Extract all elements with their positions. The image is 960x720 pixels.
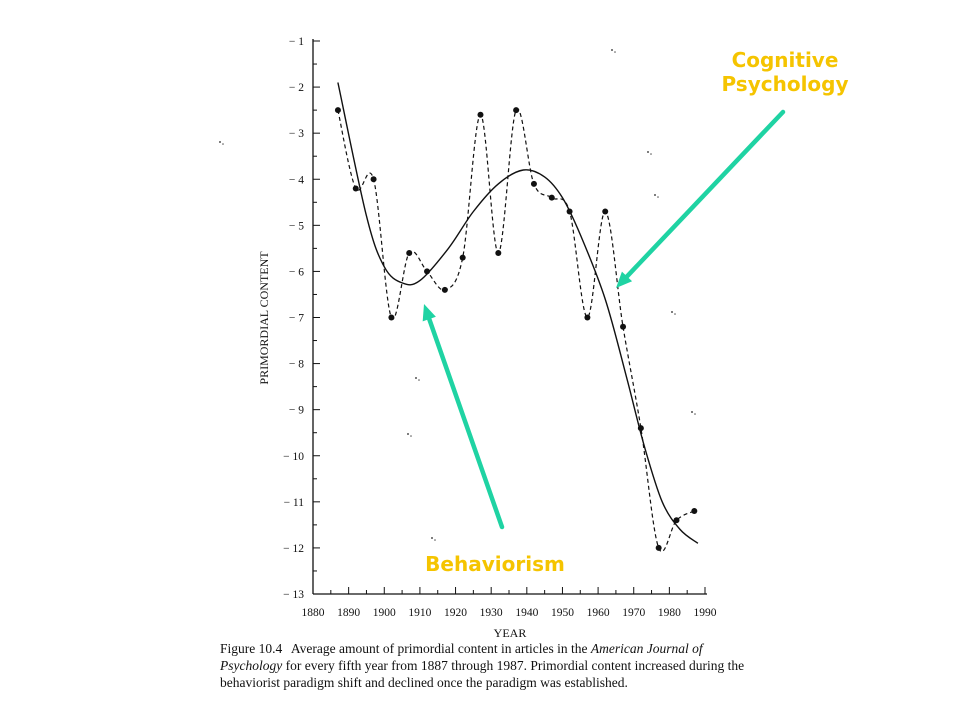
data-point — [406, 250, 412, 256]
x-tick-label: 1940 — [515, 607, 539, 619]
annotation-behaviorism: Behaviorism — [425, 552, 565, 576]
speckle — [650, 153, 652, 155]
data-point — [620, 324, 626, 330]
data-point — [388, 315, 394, 321]
caption-journal: American Journal of Psychology — [220, 641, 703, 673]
caption-text-a: Average amount of primordial content in articles in the — [290, 641, 591, 656]
y-tick-label: − 4 — [288, 174, 304, 187]
x-tick-label: 1980 — [657, 607, 681, 619]
y-tick-label: − 11 — [283, 496, 304, 509]
data-point — [656, 545, 662, 551]
data-point — [371, 176, 377, 182]
x-tick-label: 1930 — [479, 607, 503, 619]
y-tick-label: − 7 — [288, 312, 304, 325]
speckle — [694, 413, 696, 415]
y-tick-label: − 8 — [288, 358, 304, 371]
x-tick-label: 1950 — [550, 607, 574, 619]
y-tick-label: − 12 — [283, 542, 304, 555]
axes — [313, 39, 707, 594]
data-point — [638, 425, 644, 431]
dashed-series-line — [338, 109, 694, 552]
data-point — [567, 209, 573, 215]
y-tick-label: − 5 — [288, 220, 304, 233]
data-point — [531, 181, 537, 187]
speckle — [691, 411, 693, 413]
data-point — [353, 185, 359, 191]
x-tick-label: 1960 — [586, 607, 610, 619]
y-tick-label: − 13 — [283, 589, 304, 601]
data-point — [424, 268, 430, 274]
y-tick-label: − 3 — [288, 128, 304, 141]
x-tick-label: 1920 — [444, 607, 468, 619]
arrow-shaft — [627, 112, 783, 276]
speckle — [674, 313, 676, 315]
data-point — [460, 255, 466, 261]
speckle — [407, 433, 409, 435]
speckle — [671, 311, 673, 313]
speckle — [611, 49, 613, 51]
dashed-series — [335, 107, 697, 552]
arrow-cognitive — [616, 112, 783, 288]
speckle — [418, 379, 420, 381]
data-point — [584, 315, 590, 321]
data-point — [335, 107, 341, 113]
speckle — [219, 141, 221, 143]
figure-caption — [220, 640, 760, 691]
x-tick-label: 1970 — [622, 607, 646, 619]
arrow-head — [423, 304, 436, 321]
x-tick-label: 1990 — [693, 607, 717, 619]
x-tick-label: 1900 — [372, 607, 396, 619]
caption-figure-number: Figure 10.4 — [220, 641, 283, 656]
data-point — [513, 107, 519, 113]
y-tick-label: − 2 — [288, 82, 304, 95]
data-point — [691, 508, 697, 514]
x-tick-label: 1880 — [301, 607, 325, 619]
y-tick-label: − 9 — [288, 404, 304, 417]
speckle — [647, 151, 649, 153]
speckle — [410, 435, 412, 437]
annotation-cognitive-line2: Psychology — [721, 72, 849, 96]
y-axis-label: PRIMORDIAL CONTENT — [257, 251, 271, 385]
x-tick-label: 1910 — [408, 607, 432, 619]
annotation-arrows — [423, 112, 783, 527]
x-tick-label: 1890 — [337, 607, 361, 619]
y-tick-label: − 10 — [283, 450, 304, 463]
fitted-curve-line — [338, 83, 698, 544]
speckle — [415, 377, 417, 379]
arrow-behaviorism — [423, 304, 502, 527]
annotation-cognitive-psychology — [700, 48, 870, 96]
data-point — [477, 112, 483, 118]
scan-speckles — [219, 49, 696, 541]
data-point — [602, 209, 608, 215]
speckle — [222, 143, 224, 145]
y-tick-label: − 6 — [288, 266, 304, 279]
data-point — [673, 517, 679, 523]
arrow-shaft — [429, 319, 502, 527]
speckle — [614, 51, 616, 53]
data-point — [442, 287, 448, 293]
x-axis-label: YEAR — [493, 626, 527, 640]
speckle — [657, 196, 659, 198]
data-point — [495, 250, 501, 256]
ticks — [283, 36, 717, 619]
fitted-curve — [338, 83, 698, 544]
annotation-cognitive-line1: Cognitive — [731, 48, 839, 72]
y-tick-label: − 1 — [288, 36, 304, 48]
caption-text-b: for every fifth year from 1887 through 1987. Primordial content increased during the behaviorist paradigm shift and declined once the paradigm was established. — [220, 658, 745, 690]
speckle — [434, 539, 436, 541]
speckle — [431, 537, 433, 539]
data-point — [549, 195, 555, 201]
speckle — [654, 194, 656, 196]
